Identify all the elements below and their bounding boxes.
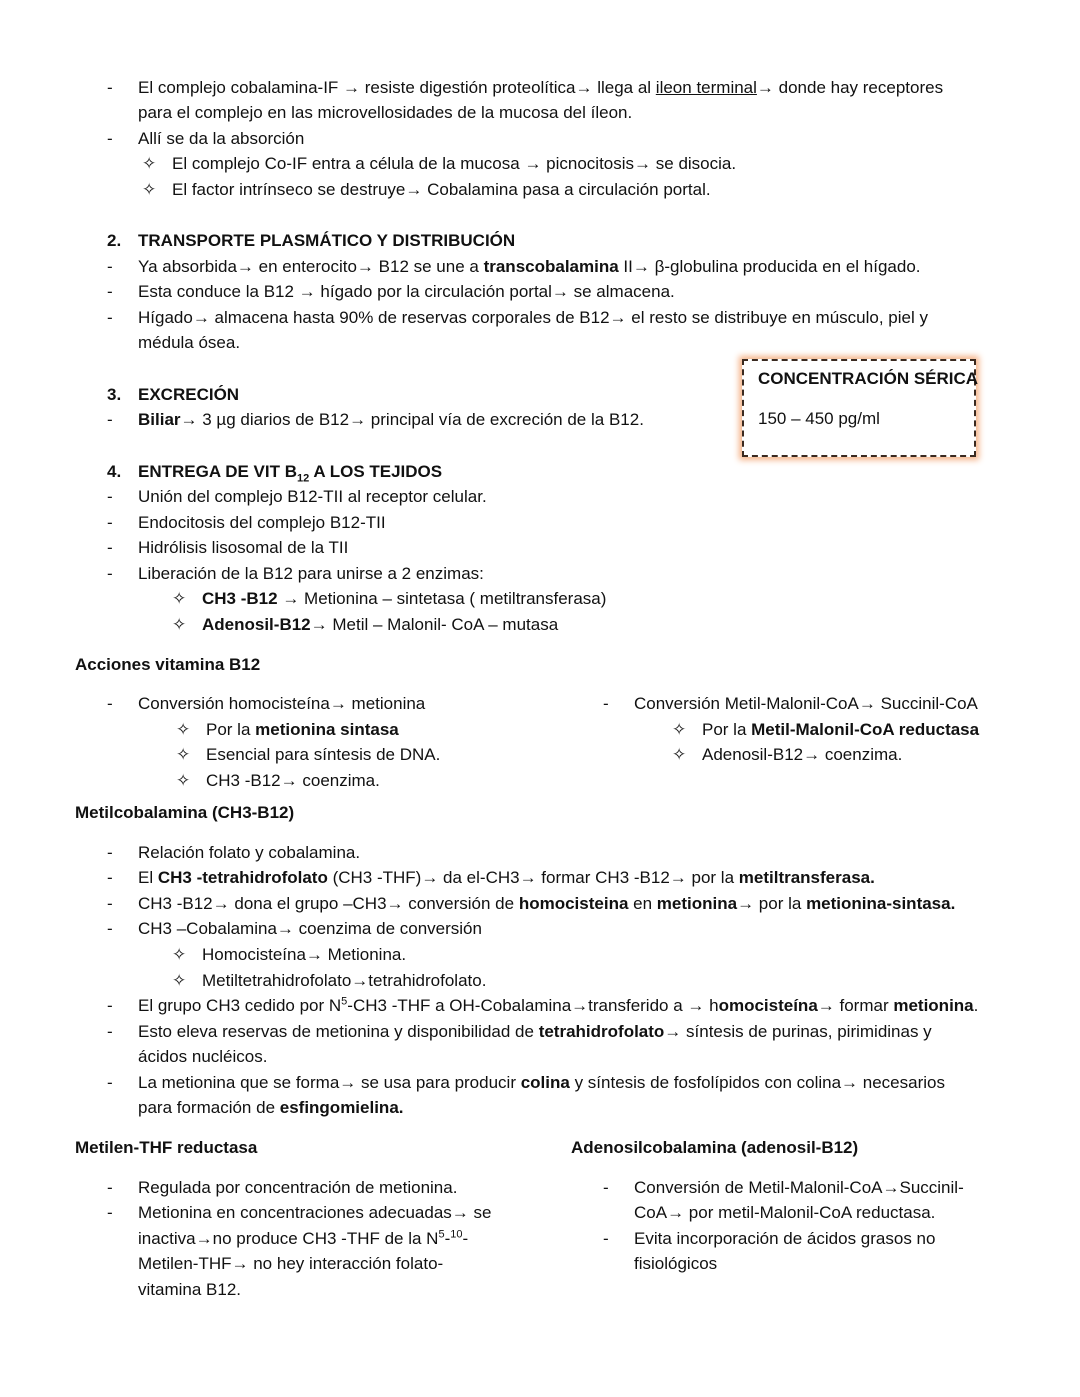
bullet-dash: - [107, 843, 113, 862]
section-title: ENTREGA DE VIT $B_{12}$ A LOS TEJIDOS [138, 462, 443, 485]
mthfr-item-2-cont-3: vitamina B12. [138, 1280, 241, 1299]
bullet-dash: - [107, 410, 113, 429]
methyl-item-6-cont: ácidos nucléicos. [138, 1047, 268, 1066]
adenosyl-title: Adenosilcobalamina (adenosil-B12) [571, 1138, 859, 1157]
bullet-dash: - [107, 282, 113, 301]
mthfr-item-2: Metionina en concentraciones adecuadas→ se [138, 1203, 492, 1222]
methyl-sub-1: ✧ Homocisteína→ Metionina. [172, 945, 407, 964]
absorption-item-1: El complejo cobalamina-IF → resiste digestión proteolítica→ llega al ileon terminal→ donde hay receptores [138, 78, 944, 97]
bullet-dash: - [107, 487, 113, 506]
methylcobalamin-title: Metilcobalamina (CH3-B12) [75, 803, 295, 822]
section-title: TRANSPORTE PLASMÁTICO Y DISTRIBUCIÓN [138, 231, 516, 250]
star-bullet-icon: ✧ [176, 720, 191, 739]
star-bullet-icon: ✧ [672, 720, 687, 739]
star-bullet-icon: ✧ [176, 745, 191, 764]
bullet-dash: - [107, 78, 113, 97]
delivery-sub-1: ✧ CH3 -B12 → Metionina – sintetasa ( metiltransferasa) [172, 589, 607, 608]
delivery-item-3: Hidrólisis lisosomal de la TII [138, 538, 349, 557]
delivery-sub-2: ✧ Adenosil-B12→ Metil – Malonil- CoA – mutasa [172, 615, 559, 634]
bullet-dash: - [107, 996, 113, 1015]
delivery-item-2: Endocitosis del complejo B12-TII [138, 513, 386, 532]
adenosyl-item-1-cont: CoA→ por metil-Malonil-CoA reductasa. [634, 1203, 936, 1222]
section-number: 2. [107, 231, 122, 250]
actions-right-sub-2: ✧ Adenosil-B12→ coenzima. [672, 745, 903, 764]
star-bullet-icon: ✧ [176, 771, 191, 790]
star-bullet-icon: ✧ [172, 945, 187, 964]
star-bullet-icon: ✧ [172, 971, 187, 990]
methyl-item-4: CH3 –Cobalamina→ coenzima de conversión [138, 919, 482, 938]
transport-item-3: Hígado→ almacena hasta 90% de reservas corporales de B12→ el resto se distribuye en músculo, piel y [138, 308, 928, 327]
adenosyl-item-1: Conversión de Metil-Malonil-CoA→Succinil- [634, 1178, 964, 1197]
transport-item-2: Esta conduce la B12 → hígado por la circulación portal→ se almacena. [138, 282, 675, 301]
actions-left-sub-3: ✧ CH3 -B12→ coenzima. [176, 771, 380, 790]
absorption-item-1-cont: para el complejo en las microvellosidades de la mucosa del íleon. [138, 103, 633, 122]
adenosyl-item-2: Evita incorporación de ácidos grasos no [634, 1229, 936, 1248]
serum-box-value: 150 – 450 pg/ml [758, 409, 880, 428]
bullet-dash: - [107, 919, 113, 938]
bullet-dash: - [107, 129, 113, 148]
bullet-dash: - [107, 1203, 113, 1222]
bullet-dash: - [603, 1178, 609, 1197]
bullet-dash: - [107, 564, 113, 583]
bullet-dash: - [107, 1073, 113, 1092]
bullet-dash: - [107, 257, 113, 276]
section-number: 3. [107, 385, 122, 404]
section-title: EXCRECIÓN [138, 385, 240, 404]
section-number: 4. [107, 462, 122, 481]
actions-right-sub-1: ✧ Por la Metil-Malonil-CoA reductasa [672, 720, 980, 739]
actions-title: Acciones vitamina B12 [75, 655, 261, 674]
mthfr-item-2-cont-2: Metilen-THF→ no hey interacción folato- [138, 1254, 444, 1273]
bullet-dash: - [107, 513, 113, 532]
actions-left-sub-1: ✧ Por la metionina sintasa [176, 720, 399, 739]
serum-concentration-box [742, 359, 979, 457]
delivery-item-1: Unión del complejo B12-TII al receptor celular. [138, 487, 487, 506]
bullet-dash: - [107, 1178, 113, 1197]
actions-right-item: Conversión Metil-Malonil-CoA→ Succinil-CoA [634, 694, 978, 713]
bullet-dash: - [603, 1229, 609, 1248]
methyl-item-1: Relación folato y cobalamina. [138, 843, 361, 862]
star-bullet-icon: ✧ [672, 745, 687, 764]
bullet-dash: - [603, 694, 609, 713]
methyl-item-3: CH3 -B12→ dona el grupo –CH3→ conversión de homocisteina en metionina→ por la metionina-sintasa. [138, 894, 956, 913]
bullet-dash: - [107, 1022, 113, 1041]
absorption-sub-1: ✧ El complejo Co-IF entra a célula de la mucosa → picnocitosis→ se disocia. [142, 154, 737, 173]
mthfr-item-2-cont-1: inactiva→no produce CH3 -THF de la $N^5-^{10}-$ [138, 1228, 469, 1248]
delivery-item-4: Liberación de la B12 para unirse a 2 enzimas: [138, 564, 484, 583]
star-bullet-icon: ✧ [172, 589, 187, 608]
serum-box-title: CONCENTRACIÓN SÉRICA [758, 369, 979, 388]
methyl-item-7: La metionina que se forma→ se usa para producir colina y síntesis de fosfolípidos con colina→ necesarios [138, 1073, 945, 1092]
actions-left-item: Conversión homocisteína→ metionina [138, 694, 426, 713]
star-bullet-icon: ✧ [142, 154, 157, 173]
actions-left-sub-2: ✧ Esencial para síntesis de DNA. [176, 745, 441, 764]
methyl-item-2: El CH3 -tetrahidrofolato (CH3 -THF)→ da el-CH3→ formar CH3 -B12→ por la metiltransferasa. [138, 868, 875, 887]
absorption-item-2: Allí se da la absorción [138, 129, 305, 148]
methyl-sub-2: ✧ Metiltetrahidrofolato→tetrahidrofolato. [172, 971, 487, 990]
methyl-item-5: El grupo CH3 cedido por $N^5-CH3$ -THF a OH-Cobalamina→transferido a → homocisteína→ formar metionina. [138, 995, 979, 1015]
bullet-dash: - [107, 694, 113, 713]
adenosyl-item-2-cont: fisiológicos [634, 1254, 718, 1273]
transport-item-3-cont: médula ósea. [138, 333, 241, 352]
excretion-item-1: Biliar→ 3 µg diarios de B12→ principal vía de excreción de la B12. [138, 410, 644, 429]
methyl-item-7-cont: para formación de esfingomielina. [138, 1098, 404, 1117]
star-bullet-icon: ✧ [142, 180, 157, 199]
transport-item-1: Ya absorbida→ en enterocito→ B12 se une a transcobalamina II→ β-globulina producida en el hígado. [138, 257, 921, 276]
mthfr-item-1: Regulada por concentración de metionina. [138, 1178, 458, 1197]
mthfr-title: Metilen-THF reductasa [75, 1138, 258, 1157]
methyl-item-6: Esto eleva reservas de metionina y disponibilidad de tetrahidrofolato→ síntesis de purinas, pirimidinas y [138, 1022, 932, 1041]
absorption-sub-2: ✧ El factor intrínseco se destruye→ Cobalamina pasa a circulación portal. [142, 180, 711, 199]
bullet-dash: - [107, 538, 113, 557]
bullet-dash: - [107, 868, 113, 887]
star-bullet-icon: ✧ [172, 615, 187, 634]
bullet-dash: - [107, 308, 113, 327]
bullet-dash: - [107, 894, 113, 913]
